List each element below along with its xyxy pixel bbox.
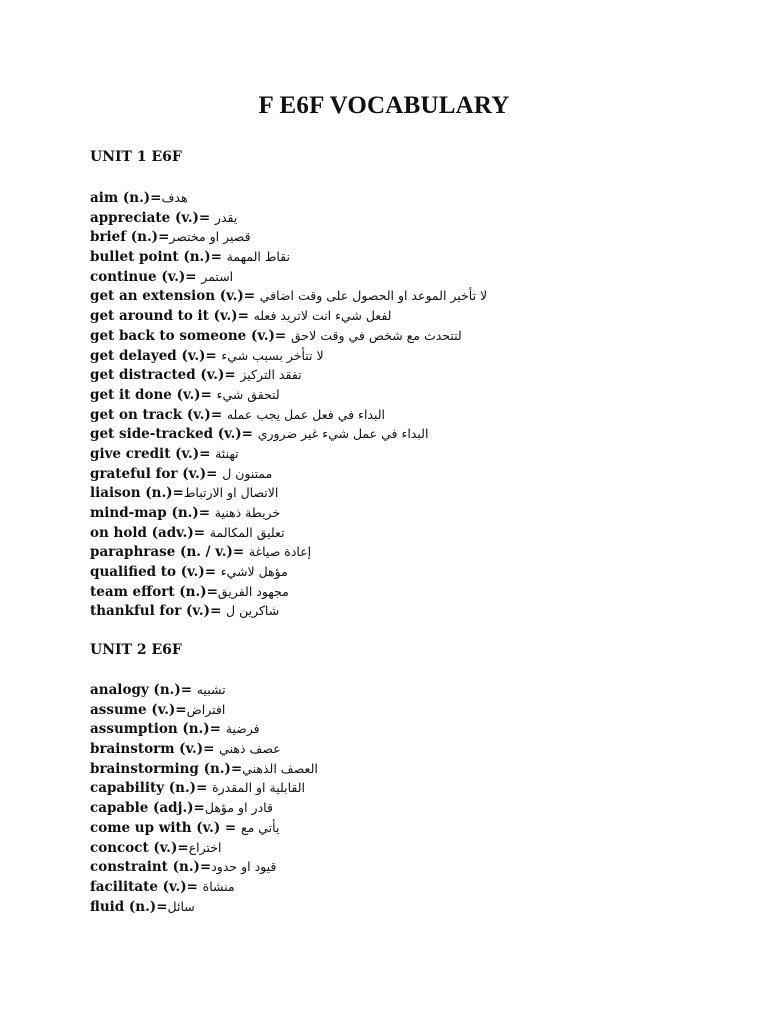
vocabulary-term: brainstorm (v.)= <box>90 741 220 758</box>
vocabulary-entry <box>90 483 690 503</box>
unit-2-vocabulary-list <box>90 680 690 916</box>
vocabulary-term: facilitate (v.)= <box>90 878 203 895</box>
vocabulary-term: get back to someone (v.)= <box>90 327 291 344</box>
vocabulary-term: qualified to (v.)= <box>90 564 221 581</box>
arabic-meaning: افتراض <box>186 701 226 717</box>
arabic-meaning: البداء في فعل عمل يجب عمله <box>226 406 386 422</box>
arabic-meaning: قيود او حدود <box>211 859 277 875</box>
vocabulary-entry <box>90 857 690 877</box>
arabic-meaning: استمر <box>201 268 234 284</box>
vocabulary-entry <box>90 365 690 385</box>
vocabulary-term: get an extension (v.)= <box>90 288 260 305</box>
vocabulary-entry <box>90 208 690 228</box>
vocabulary-entry <box>90 562 690 582</box>
vocabulary-entry <box>90 700 690 720</box>
arabic-meaning: لفعل شيء انت لاتريد فعله <box>253 308 392 324</box>
vocabulary-entry <box>90 267 690 287</box>
arabic-meaning: اختراع <box>188 839 222 855</box>
vocabulary-term: team effort (n.)= <box>90 583 218 600</box>
vocabulary-entry <box>90 503 690 523</box>
arabic-meaning: تعليق المكالمة <box>209 524 285 540</box>
arabic-meaning: لا تتأخر بسبب شيء <box>221 347 324 363</box>
vocabulary-entry <box>90 680 690 700</box>
vocabulary-entry <box>90 778 690 798</box>
vocabulary-term: get around to it (v.)= <box>90 308 254 325</box>
vocabulary-term: give credit (v.)= <box>90 445 216 462</box>
arabic-meaning: فرضية <box>225 721 260 737</box>
vocabulary-entry <box>90 405 690 425</box>
unit-1-heading: UNIT 1 E6F <box>90 149 182 165</box>
arabic-meaning: يقدر <box>214 209 238 225</box>
arabic-meaning: تشبيه <box>196 682 226 697</box>
arabic-meaning: تفقد التركيز <box>240 367 302 383</box>
vocabulary-term: liaison (n.)= <box>90 485 184 502</box>
vocabulary-entry <box>90 326 690 346</box>
vocabulary-entry <box>90 444 690 464</box>
arabic-meaning: البداء في عمل شيء غير ضروري <box>257 426 429 442</box>
vocabulary-term: brainstorming (n.)= <box>90 760 243 777</box>
arabic-meaning: قصير او مختصر <box>169 229 251 245</box>
vocabulary-entry <box>90 523 690 543</box>
arabic-meaning: مجهود الفريق <box>217 583 289 599</box>
arabic-meaning: الاتصال او الارتباط <box>183 485 279 501</box>
vocabulary-term: capable (adj.)= <box>90 800 205 817</box>
arabic-meaning: سائل <box>167 898 195 914</box>
vocabulary-term: come up with (v.) = <box>90 819 241 836</box>
vocabulary-entry <box>90 424 690 444</box>
vocabulary-entry <box>90 897 690 917</box>
vocabulary-term: on hold (adv.)= <box>90 524 210 541</box>
vocabulary-term: thankful for (v.)= <box>90 603 227 620</box>
vocabulary-term: get distracted (v.)= <box>90 367 241 384</box>
vocabulary-entry <box>90 286 690 306</box>
vocabulary-term: paraphrase (n. / v.)= <box>90 544 249 561</box>
vocabulary-term: continue (v.)= <box>90 268 202 285</box>
vocabulary-term: get delayed (v.)= <box>90 347 222 364</box>
vocabulary-entry <box>90 798 690 818</box>
arabic-meaning: خريطة ذهنية <box>214 505 281 520</box>
arabic-meaning: تهنئة <box>215 445 239 461</box>
arabic-meaning: العصف الذهني <box>242 760 318 776</box>
vocabulary-term: grateful for (v.)= <box>90 465 223 482</box>
vocabulary-term: assumption (n.)= <box>90 721 226 738</box>
arabic-meaning: منشاة <box>202 878 235 894</box>
vocabulary-entry <box>90 601 690 621</box>
arabic-meaning: عصف ذهني <box>219 741 281 757</box>
vocabulary-term: appreciate (v.)= <box>90 209 215 226</box>
arabic-meaning: إعادة صياغة <box>248 544 312 560</box>
vocabulary-entry <box>90 739 690 759</box>
vocabulary-entry <box>90 542 690 562</box>
arabic-meaning: قادر او مؤهل <box>204 800 273 816</box>
vocabulary-term: fluid (n.)= <box>90 898 168 915</box>
vocabulary-entry <box>90 818 690 838</box>
arabic-meaning: مؤهل لاشيء <box>220 564 288 580</box>
vocabulary-term: get on track (v.)= <box>90 406 227 423</box>
vocabulary-entry <box>90 188 690 208</box>
vocabulary-term: aim (n.)= <box>90 190 162 206</box>
vocabulary-term: brief (n.)= <box>90 229 170 246</box>
arabic-meaning: هدف <box>161 190 188 205</box>
vocabulary-entry <box>90 227 690 247</box>
page-title: F E6F VOCABULARY <box>258 92 510 119</box>
vocabulary-term: get side-tracked (v.)= <box>90 426 258 443</box>
vocabulary-term: get it done (v.)= <box>90 386 217 403</box>
vocabulary-entry <box>90 385 690 405</box>
arabic-meaning: القابلية او المقدرة <box>212 780 306 796</box>
vocabulary-entry <box>90 247 690 267</box>
vocabulary-term: concoct (v.)= <box>90 839 189 856</box>
arabic-meaning: يأتي مع <box>240 819 280 835</box>
vocabulary-entry <box>90 719 690 739</box>
arabic-meaning: لا تأخير الموعد او الحصول على وقت اضافي <box>259 288 488 304</box>
vocabulary-term: analogy (n.)= <box>90 682 197 698</box>
arabic-meaning: نقاط المهمة <box>226 249 291 265</box>
vocabulary-term: bullet point (n.)= <box>90 249 227 266</box>
unit-1-vocabulary-list <box>90 188 690 621</box>
vocabulary-entry <box>90 877 690 897</box>
arabic-meaning: لتحقق شيء <box>216 386 280 402</box>
arabic-meaning: لتتحدث مع شخص في وقت لاحق <box>290 327 462 343</box>
vocabulary-entry <box>90 306 690 326</box>
vocabulary-entry <box>90 346 690 366</box>
vocabulary-entry <box>90 838 690 858</box>
vocabulary-term: assume (v.)= <box>90 701 187 718</box>
arabic-meaning: شاكرين ل <box>226 603 280 619</box>
vocabulary-term: constraint (n.)= <box>90 859 212 876</box>
vocabulary-term: mind-map (n.)= <box>90 505 215 521</box>
vocabulary-term: capability (n.)= <box>90 780 213 797</box>
vocabulary-entry <box>90 759 690 779</box>
vocabulary-entry <box>90 582 690 602</box>
unit-2-heading: UNIT 2 E6F <box>90 642 182 658</box>
arabic-meaning: ممتنون ل <box>222 465 273 481</box>
vocabulary-entry <box>90 464 690 484</box>
